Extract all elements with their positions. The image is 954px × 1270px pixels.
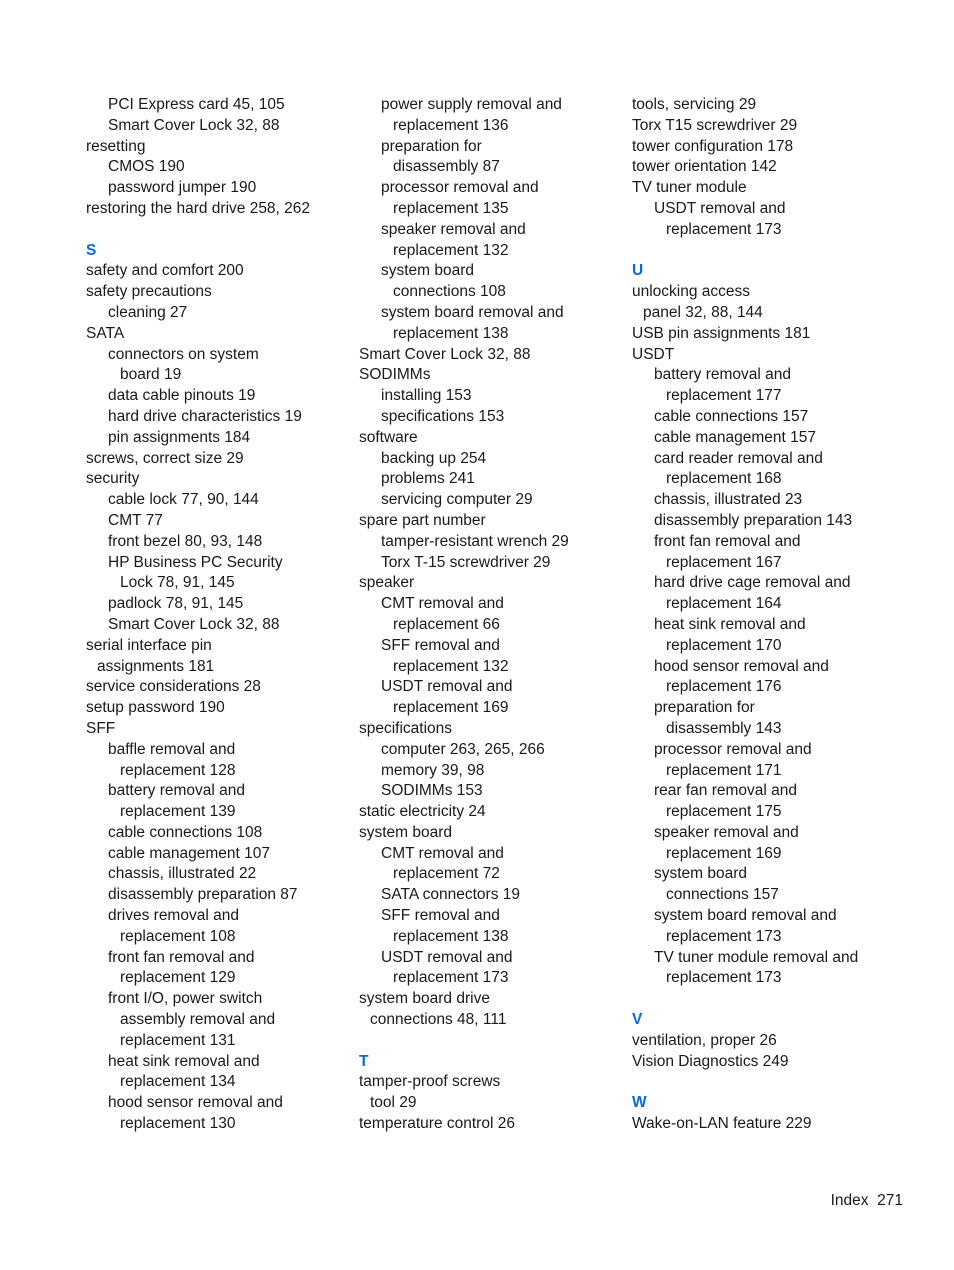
index-entry: panel 32, 88, 144 bbox=[643, 303, 763, 321]
index-entry: SATA bbox=[86, 324, 125, 342]
index-entry: restoring the hard drive 258, 262 bbox=[86, 199, 311, 217]
index-subentry: replacement 176 bbox=[666, 678, 782, 696]
index-entry: serial interface pin bbox=[86, 636, 212, 654]
index-subentry: disassembly preparation 143 bbox=[654, 511, 853, 529]
index-subentry: baffle removal and bbox=[108, 740, 236, 758]
index-entry: safety and comfort 200 bbox=[86, 262, 244, 280]
index-subentry: connections 108 bbox=[393, 283, 506, 301]
index-subentry: system board bbox=[654, 865, 748, 883]
index-subentry: replacement 131 bbox=[120, 1031, 236, 1049]
index-subentry: speaker removal and bbox=[381, 220, 526, 238]
index-subentry: replacement 134 bbox=[120, 1073, 236, 1091]
index-column-2 bbox=[359, 95, 621, 1135]
index-subentry: disassembly 143 bbox=[666, 719, 782, 737]
index-subentry: backing up 254 bbox=[381, 449, 487, 467]
index-subentry: replacement 169 bbox=[393, 699, 509, 717]
section-letter-heading: U bbox=[632, 262, 644, 280]
index-subentry: battery removal and bbox=[108, 782, 245, 800]
index-subentry: front I/O, power switch bbox=[108, 990, 263, 1008]
index-entry: specifications bbox=[359, 719, 453, 737]
index-subentry: replacement 167 bbox=[666, 553, 782, 571]
index-subentry: disassembly 87 bbox=[393, 158, 500, 176]
index-subentry: password jumper 190 bbox=[108, 179, 257, 197]
index-subentry: chassis, illustrated 23 bbox=[654, 491, 803, 509]
index-entry: USDT bbox=[632, 345, 675, 363]
index-entry: tool 29 bbox=[370, 1094, 417, 1112]
index-subentry: SFF removal and bbox=[381, 636, 500, 654]
index-entry: temperature control 26 bbox=[359, 1115, 515, 1133]
index-subentry: rear fan removal and bbox=[654, 782, 798, 800]
index-entry: Vision Diagnostics 249 bbox=[632, 1052, 789, 1070]
index-subentry: padlock 78, 91, 145 bbox=[108, 595, 244, 613]
index-column-1 bbox=[86, 95, 348, 1135]
index-subentry: CMT 77 bbox=[108, 511, 163, 529]
index-entry: speaker bbox=[359, 574, 415, 592]
index-subentry: memory 39, 98 bbox=[381, 761, 485, 779]
index-subentry: replacement 138 bbox=[393, 927, 509, 945]
index-entry: SODIMMs bbox=[359, 366, 431, 384]
index-subentry: preparation for bbox=[381, 137, 482, 155]
index-entry: ventilation, proper 26 bbox=[632, 1031, 777, 1049]
index-entry: unlocking access bbox=[632, 283, 751, 301]
index-subentry: replacement 170 bbox=[666, 636, 782, 654]
index-subentry: replacement 169 bbox=[666, 844, 782, 862]
index-subentry: replacement 136 bbox=[393, 116, 509, 134]
index-subentry: tamper-resistant wrench 29 bbox=[381, 532, 569, 550]
index-entry: SFF bbox=[86, 719, 116, 737]
index-subentry: cable management 157 bbox=[654, 428, 817, 446]
index-subentry: pin assignments 184 bbox=[108, 428, 251, 446]
section-letter-heading: W bbox=[632, 1094, 647, 1112]
index-subentry: disassembly preparation 87 bbox=[108, 886, 298, 904]
index-subentry: heat sink removal and bbox=[108, 1052, 260, 1070]
index-subentry: replacement 108 bbox=[120, 927, 236, 945]
index-subentry: replacement 130 bbox=[120, 1115, 236, 1133]
index-subentry: Smart Cover Lock 32, 88 bbox=[108, 615, 280, 633]
index-subentry: CMT removal and bbox=[381, 844, 504, 862]
index-subentry: heat sink removal and bbox=[654, 615, 806, 633]
index-entry: security bbox=[86, 470, 140, 488]
index-subentry: specifications 153 bbox=[381, 407, 505, 425]
index-subentry: assembly removal and bbox=[120, 1011, 276, 1029]
index-subentry: replacement 171 bbox=[666, 761, 782, 779]
index-subentry: front bezel 80, 93, 148 bbox=[108, 532, 263, 550]
index-subentry: replacement 72 bbox=[393, 865, 500, 883]
index-subentry: servicing computer 29 bbox=[381, 491, 533, 509]
index-subentry: SATA connectors 19 bbox=[381, 886, 521, 904]
index-entry: service considerations 28 bbox=[86, 678, 261, 696]
index-subentry: chassis, illustrated 22 bbox=[108, 865, 257, 883]
index-subentry: hard drive cage removal and bbox=[654, 574, 851, 592]
index-entry: Torx T15 screwdriver 29 bbox=[632, 116, 798, 134]
section-letter-heading: S bbox=[86, 241, 97, 259]
index-subentry: cable connections 157 bbox=[654, 407, 809, 425]
index-subentry: computer 263, 265, 266 bbox=[381, 740, 545, 758]
index-subentry: front fan removal and bbox=[108, 948, 255, 966]
index-subentry: drives removal and bbox=[108, 907, 239, 925]
index-subentry: Smart Cover Lock 32, 88 bbox=[108, 116, 280, 134]
index-entry: TV tuner module bbox=[632, 179, 747, 197]
index-subentry: card reader removal and bbox=[654, 449, 823, 467]
index-subentry: HP Business PC Security bbox=[108, 553, 283, 571]
index-subentry: system board removal and bbox=[654, 907, 837, 925]
footer-label: Index bbox=[830, 1192, 869, 1209]
index-entry: assignments 181 bbox=[97, 657, 215, 675]
index-subentry: replacement 164 bbox=[666, 595, 782, 613]
index-subentry: hood sensor removal and bbox=[654, 657, 829, 675]
index-subentry: speaker removal and bbox=[654, 823, 799, 841]
index-column-3 bbox=[632, 95, 894, 1135]
index-entry: Smart Cover Lock 32, 88 bbox=[359, 345, 531, 363]
index-subentry: processor removal and bbox=[381, 179, 539, 197]
index-subentry: SFF removal and bbox=[381, 907, 500, 925]
index-subentry: replacement 132 bbox=[393, 241, 509, 259]
index-subentry: replacement 139 bbox=[120, 803, 236, 821]
index-subentry: replacement 173 bbox=[666, 220, 782, 238]
index-subentry: replacement 173 bbox=[666, 969, 782, 987]
index-entry: static electricity 24 bbox=[359, 803, 486, 821]
index-subentry: replacement 138 bbox=[393, 324, 509, 342]
index-subentry: CMT removal and bbox=[381, 595, 504, 613]
index-subentry: USDT removal and bbox=[654, 199, 786, 217]
index-entry: tower orientation 142 bbox=[632, 158, 777, 176]
index-subentry: hard drive characteristics 19 bbox=[108, 407, 302, 425]
index-subentry: replacement 168 bbox=[666, 470, 782, 488]
index-subentry: CMOS 190 bbox=[108, 158, 185, 176]
index-subentry: connectors on system bbox=[108, 345, 259, 363]
index-subentry: data cable pinouts 19 bbox=[108, 387, 256, 405]
index-subentry: USDT removal and bbox=[381, 678, 513, 696]
index-subentry: replacement 173 bbox=[666, 927, 782, 945]
index-entry: tower configuration 178 bbox=[632, 137, 794, 155]
page-number: 271 bbox=[877, 1192, 903, 1209]
index-subentry: processor removal and bbox=[654, 740, 812, 758]
index-subentry: cleaning 27 bbox=[108, 303, 188, 321]
index-entry: tamper-proof screws bbox=[359, 1073, 501, 1091]
index-subentry: hood sensor removal and bbox=[108, 1094, 283, 1112]
index-subentry: system board removal and bbox=[381, 303, 564, 321]
index-subentry: Torx T-15 screwdriver 29 bbox=[381, 553, 551, 571]
index-entry: Wake-on-LAN feature 229 bbox=[632, 1115, 812, 1133]
section-letter-heading: V bbox=[632, 1011, 643, 1029]
index-subentry: replacement 175 bbox=[666, 803, 782, 821]
index-entry: spare part number bbox=[359, 511, 486, 529]
index-entry: system board drive bbox=[359, 990, 490, 1008]
index-subentry: cable management 107 bbox=[108, 844, 271, 862]
index-subentry: PCI Express card 45, 105 bbox=[108, 96, 285, 113]
index-subentry: USDT removal and bbox=[381, 948, 513, 966]
index-subentry: replacement 135 bbox=[393, 199, 509, 217]
index-subentry: replacement 132 bbox=[393, 657, 509, 675]
index-entry: connections 48, 111 bbox=[370, 1011, 507, 1029]
index-subentry: connections 157 bbox=[666, 886, 779, 904]
index-subentry: replacement 129 bbox=[120, 969, 236, 987]
index-subentry: system board bbox=[381, 262, 475, 280]
index-subentry: SODIMMs 153 bbox=[381, 782, 483, 800]
index-subentry: board 19 bbox=[120, 366, 182, 384]
index-subentry: TV tuner module removal and bbox=[654, 948, 859, 966]
index-entry: USB pin assignments 181 bbox=[632, 324, 811, 342]
index-subentry: replacement 173 bbox=[393, 969, 509, 987]
index-entry: tools, servicing 29 bbox=[632, 96, 757, 113]
section-letter-heading: T bbox=[359, 1052, 369, 1070]
index-subentry: Lock 78, 91, 145 bbox=[120, 574, 235, 592]
index-subentry: replacement 66 bbox=[393, 615, 500, 633]
index-entry: screws, correct size 29 bbox=[86, 449, 244, 467]
page-footer bbox=[831, 1191, 903, 1212]
index-entry: safety precautions bbox=[86, 283, 212, 301]
index-entry: setup password 190 bbox=[86, 699, 225, 717]
index-entry: resetting bbox=[86, 137, 146, 155]
index-subentry: power supply removal and bbox=[381, 96, 562, 113]
index-subentry: replacement 177 bbox=[666, 387, 782, 405]
index-subentry: cable connections 108 bbox=[108, 823, 263, 841]
index-entry: software bbox=[359, 428, 418, 446]
index-subentry: problems 241 bbox=[381, 470, 475, 488]
index-subentry: battery removal and bbox=[654, 366, 791, 384]
index-subentry: replacement 128 bbox=[120, 761, 236, 779]
index-subentry: cable lock 77, 90, 144 bbox=[108, 491, 259, 509]
index-subentry: front fan removal and bbox=[654, 532, 801, 550]
index-subentry: installing 153 bbox=[381, 387, 472, 405]
index-entry: system board bbox=[359, 823, 453, 841]
index-subentry: preparation for bbox=[654, 699, 755, 717]
